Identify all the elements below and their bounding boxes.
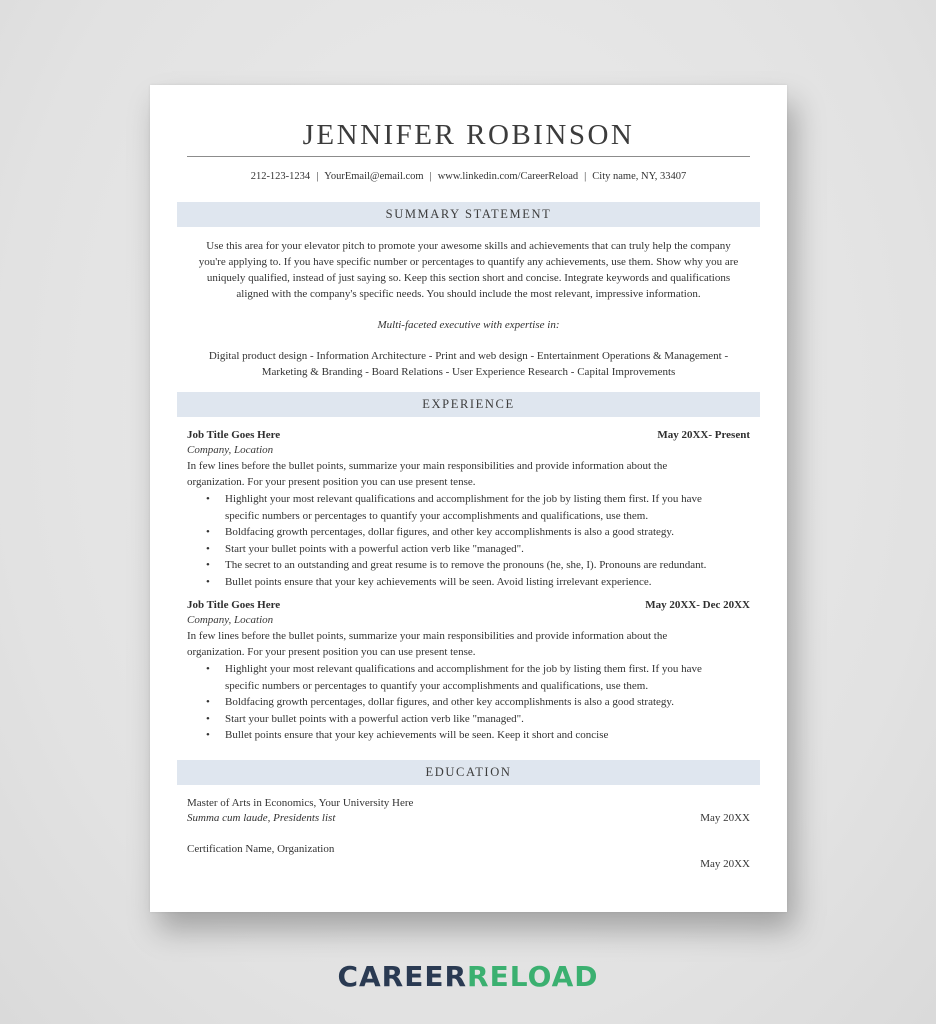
contact-linkedin: www.linkedin.com/CareerReload bbox=[437, 171, 579, 182]
job-company: Company, Location bbox=[187, 444, 274, 456]
education-degree: Master of Arts in Economics, Your University Here bbox=[187, 797, 414, 809]
contact-phone: 212-123-1234 bbox=[250, 171, 311, 182]
contact-separator: | bbox=[584, 171, 587, 182]
bullet-item: • The secret to an outstanding and great resume is to remove the pronouns (he, she, I). Pronouns are redundant. bbox=[225, 557, 745, 574]
summary-line: uniquely qualified, instead of just saying so. Keep this section short and concise. Integrate keywords and qualifications bbox=[206, 272, 731, 284]
job-title: Job Title Goes Here bbox=[187, 429, 281, 441]
bullet-line: specific numbers or percentages to quantify your accomplishments and qualifications, use them. bbox=[225, 509, 649, 522]
contact-location: City name, NY, 33407 bbox=[592, 171, 687, 182]
expertise-intro: Multi-faceted executive with expertise in: bbox=[377, 319, 560, 331]
bullet-item: • Bullet points ensure that your key achievements will be seen. Avoid listing irrelevant experience. bbox=[225, 574, 745, 591]
bullet-item bbox=[225, 661, 745, 694]
education-degree: Certification Name, Organization bbox=[187, 843, 335, 855]
job-description-line: In few lines before the bullet points, summarize your main responsibilities and provide information about the bbox=[187, 630, 668, 642]
summary-line: Use this area for your elevator pitch to promote your awesome skills and achievements that can truly help the company bbox=[206, 240, 731, 252]
summary-line: you're applying to. If you have specific number or percentages to quantify any achievements, use them. Show why you are bbox=[198, 256, 739, 268]
bullet-line: specific numbers or percentages to quantify your accomplishments and qualifications, use them. bbox=[225, 679, 649, 692]
candidate-name: JENNIFER ROBINSON bbox=[302, 119, 635, 151]
expertise-list bbox=[186, 348, 751, 380]
experience-heading: EXPERIENCE bbox=[177, 392, 760, 417]
education-date: May 20XX bbox=[700, 858, 750, 870]
bullet-item: • Bullet points ensure that your key achievements will be seen. Keep it short and concise bbox=[225, 727, 745, 744]
job-bullets bbox=[225, 661, 745, 744]
job-description bbox=[187, 458, 707, 490]
job-description-line: organization. For your present position you can use present tense. bbox=[187, 646, 476, 658]
bullet-item bbox=[225, 491, 745, 524]
logo-text-career: CAREER bbox=[337, 960, 468, 993]
contact-separator: | bbox=[316, 171, 319, 182]
name-divider bbox=[187, 156, 750, 157]
bullet-item: • Start your bullet points with a powerful action verb like "managed". bbox=[225, 711, 745, 728]
bullet-item: • Start your bullet points with a powerful action verb like "managed". bbox=[225, 541, 745, 558]
job-title: Job Title Goes Here bbox=[187, 599, 281, 611]
job-description-line: In few lines before the bullet points, summarize your main responsibilities and provide information about the bbox=[187, 460, 668, 472]
contact-line bbox=[150, 171, 787, 182]
expertise-line: Marketing & Branding - Board Relations - User Experience Research - Capital Improvements bbox=[261, 366, 676, 378]
careerreload-logo bbox=[0, 960, 936, 993]
contact-email: YourEmail@email.com bbox=[324, 171, 424, 182]
bullet-item: • Boldfacing growth percentages, dollar figures, and other key accomplishments is also a good strategy. bbox=[225, 524, 745, 541]
bullet-line: • Highlight your most relevant qualifications and accomplishment for the job by listing them first. If you have bbox=[225, 493, 702, 505]
education-heading: EDUCATION bbox=[177, 760, 760, 785]
job-date: May 20XX- Present bbox=[657, 429, 750, 441]
summary-line: aligned with the company's specific needs. You should include the most relevant, impressive information. bbox=[236, 288, 701, 300]
education-date: May 20XX bbox=[700, 812, 750, 824]
logo-text-reload: RELOAD bbox=[467, 960, 599, 993]
bullet-line: • Highlight your most relevant qualifications and accomplishment for the job by listing them first. If you have bbox=[225, 663, 702, 675]
contact-separator: | bbox=[429, 171, 432, 182]
job-description bbox=[187, 628, 707, 660]
job-company: Company, Location bbox=[187, 614, 274, 626]
resume-page bbox=[150, 85, 787, 912]
bullet-item: • Boldfacing growth percentages, dollar figures, and other key accomplishments is also a good strategy. bbox=[225, 694, 745, 711]
job-description-line: organization. For your present position you can use present tense. bbox=[187, 476, 476, 488]
job-date: May 20XX- Dec 20XX bbox=[645, 599, 750, 611]
summary-heading: SUMMARY STATEMENT bbox=[177, 202, 760, 227]
summary-text bbox=[186, 238, 751, 302]
job-bullets bbox=[225, 491, 745, 590]
education-honors: Summa cum laude, Presidents list bbox=[187, 812, 336, 824]
expertise-line: Digital product design - Information Architecture - Print and web design - Entertainment Operations & Management - bbox=[208, 350, 729, 362]
